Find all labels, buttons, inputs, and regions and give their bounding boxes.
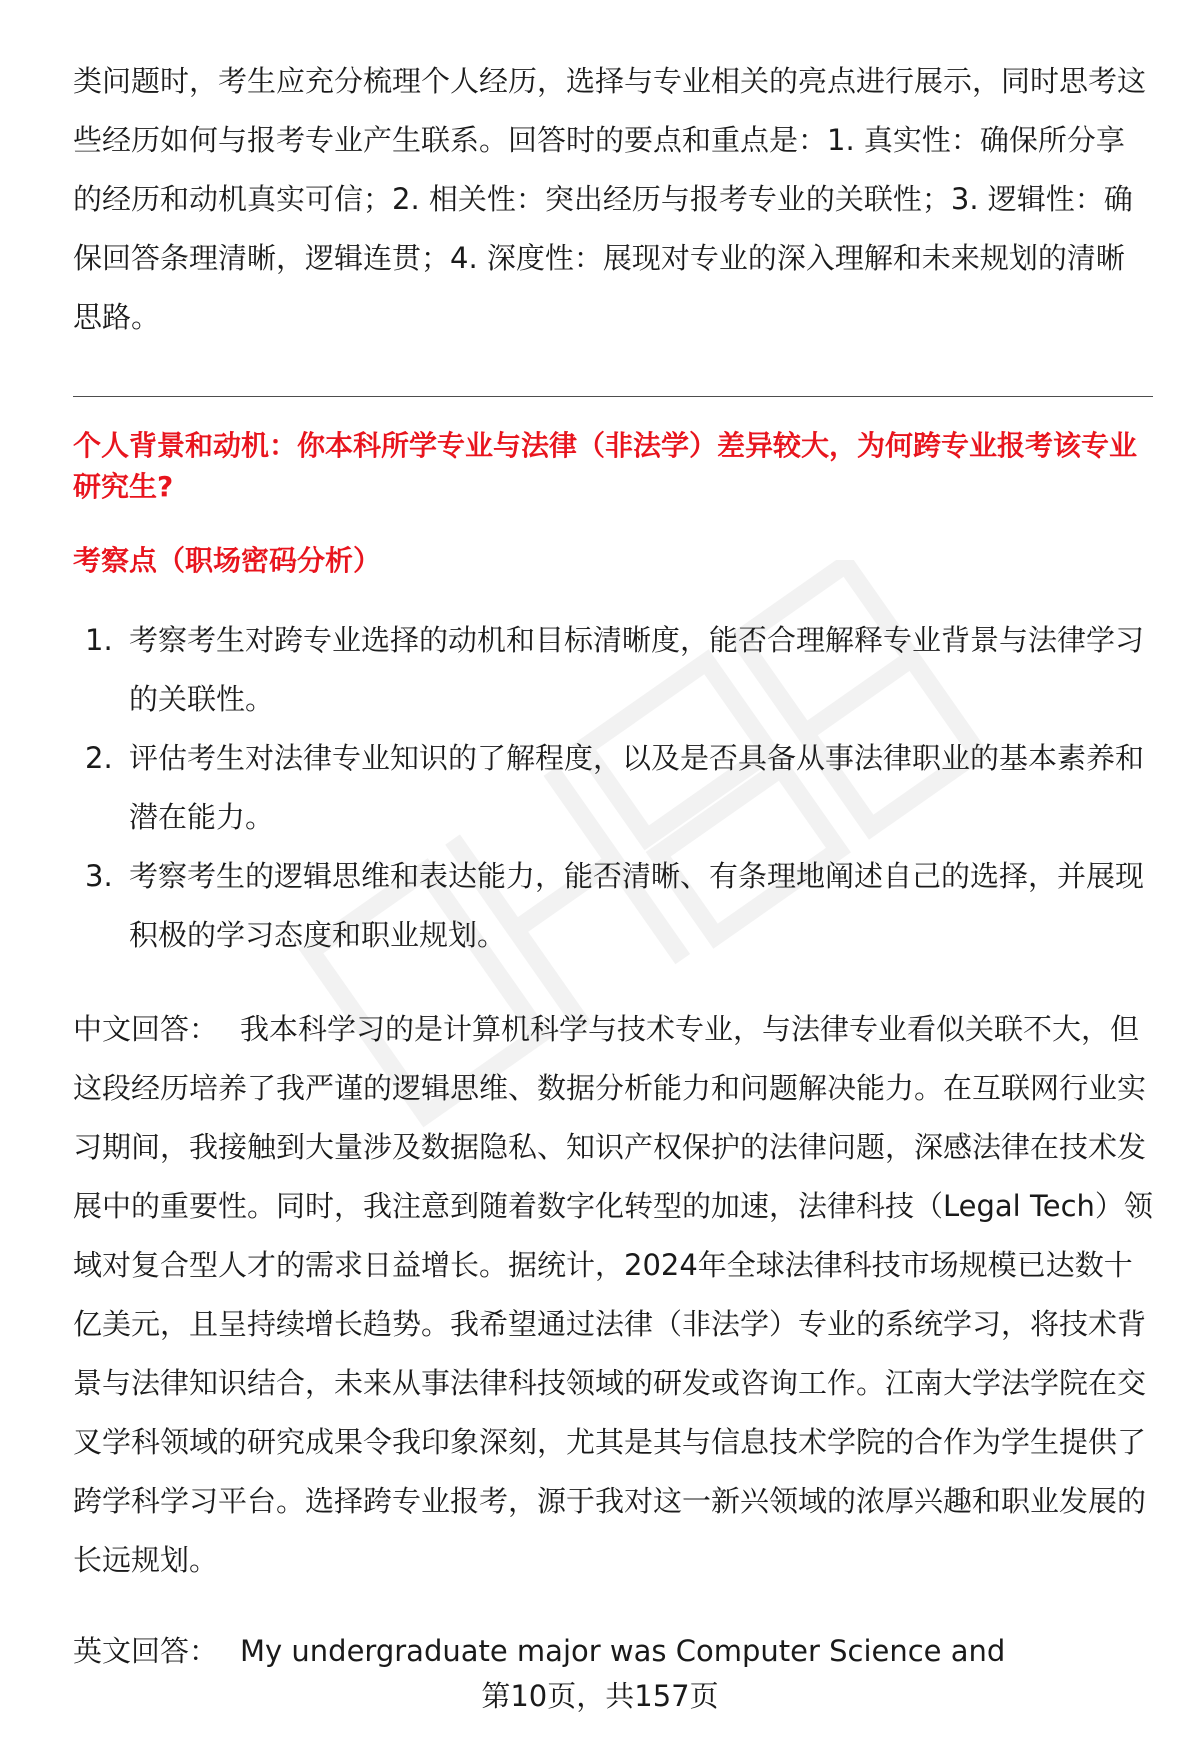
- chinese-answer-label: 中文回答：: [73, 1012, 219, 1046]
- english-answer-text: My undergraduate major was Computer Science and: [240, 1634, 1006, 1668]
- section-divider: [73, 396, 1153, 397]
- intro-paragraph: 类问题时，考生应充分梳理个人经历，选择与专业相关的亮点进行展示，同时思考这些经历如何与报考专业产生联系。回答时的要点和重点是：1. 真实性：确保所分享的经历和动机真实可信；2. 相关性：突出经历与报考专业的关联性；3. 逻辑性：确保回答条理清晰，逻辑连贯；4. 深度性：展现对专业的深入理解和未来规划的清晰思路。: [73, 64, 1147, 334]
- list-item-number: 1.: [85, 623, 113, 657]
- list-item-text: 考察考生的逻辑思维和表达能力，能否清晰、有条理地阐述自己的选择，并展现积极的学习态度和职业规划。: [129, 859, 1145, 952]
- list-item-number: 3.: [85, 859, 113, 893]
- list-item: [73, 847, 1153, 965]
- chinese-answer-text: 我本科学习的是计算机科学与技术专业，与法律专业看似关联不大，但这段经历培养了我严谨的逻辑思维、数据分析能力和问题解决能力。在互联网行业实习期间，我接触到大量涉及数据隐私、知识产权保护的法律问题，深感法律在技术发展中的重要性。同时，我注意到随着数字化转型的加速，法律科技（Legal Tech）领域对复合型人才的需求日益增长。据统计，2024年全球法律科技市场规模已达数十亿美元，且呈持续增长趋势。我希望通过法律（非法学）专业的系统学习，将技术背景与法律知识结合，未来从事法律科技领域的研发或咨询工作。江南大学法学院在交叉学科领域的研究成果令我印象深刻，尤其是其与信息技术学院的合作为学生提供了跨学科学习平台。选择跨专业报考，源于我对这一新兴领域的浓厚兴趣和职业发展的长远规划。: [73, 1012, 1153, 1577]
- question-heading: 个人背景和动机：你本科所学专业与法律（非法学）差异较大，为何跨专业报考该专业研究生?: [73, 429, 1138, 503]
- list-item-number: 2.: [85, 741, 113, 775]
- page-number: 第10页，共157页: [481, 1679, 719, 1713]
- list-item-text: 评估考生对法律专业知识的了解程度，以及是否具备从事法律职业的基本素养和潜在能力。: [129, 741, 1145, 834]
- assessment-points-list: [73, 611, 1153, 965]
- assessment-heading: 考察点（职场密码分析）: [73, 544, 382, 577]
- english-answer: [73, 1622, 1153, 1681]
- list-item: [73, 729, 1153, 847]
- english-answer-label: 英文回答：: [73, 1634, 219, 1668]
- chinese-answer: [73, 1000, 1153, 1590]
- list-item: [73, 611, 1153, 729]
- list-item-text: 考察考生对跨专业选择的动机和目标清晰度，能否合理解释专业背景与法律学习的关联性。: [129, 623, 1145, 716]
